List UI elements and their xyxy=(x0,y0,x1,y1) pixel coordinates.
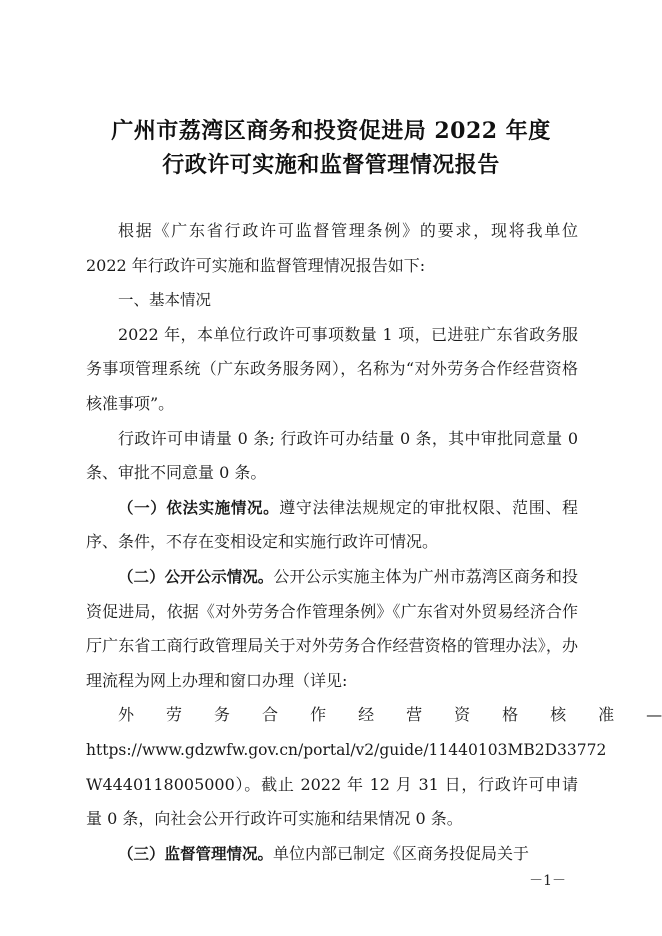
section-heading-text: 一、基本情况 xyxy=(118,291,212,310)
spread-char: 准 xyxy=(598,705,615,725)
spread-char: 外 xyxy=(118,705,135,725)
spread-char: 核 xyxy=(550,705,567,725)
intro-paragraph: 根据《广东省行政许可监督管理条例》的要求，现将我单位 2022 年行政许可实施和监督管理情况报告如下: xyxy=(86,221,578,275)
subsection-public-disclosure xyxy=(86,560,578,698)
subsection-text: 单位内部已制定《区商务投促局关于 xyxy=(273,843,530,863)
subsection-heading: （二）公开公示情况。 xyxy=(118,567,274,586)
subsection-text: 遵守法律法规规定的审批权限、范围、程序、条件，不存在变相设定和实施行政许可情况。 xyxy=(86,497,578,552)
subsection-heading: （三）监督管理情况。 xyxy=(118,844,274,863)
page-number: －1－ xyxy=(529,873,566,889)
spread-char: 合 xyxy=(262,705,279,725)
spread-char: 作 xyxy=(310,705,327,725)
spread-char: 格 xyxy=(502,705,519,725)
spread-char: 务 xyxy=(214,705,231,725)
report-title-line-1: 广州市荔湾区商务和投资促进局 2022 年度 xyxy=(111,118,551,144)
url-line xyxy=(86,733,607,768)
basic-paragraph-1: 2022 年，本单位行政许可事项数量 1 项，已进驻广东省政务服务事项管理系统（广东政务服务网），名称为“对外劳务合作经营资格核准事项”。 xyxy=(86,324,578,413)
subsection-supervision xyxy=(86,837,578,872)
subsection-heading: （一）依法实施情况。 xyxy=(118,498,280,517)
spread-line xyxy=(86,698,662,733)
basic-paragraph-2: 行政许可申请量 0 条; 行政许可办结量 0 条，其中审批同意量 0 条、审批不同意量 0 条。 xyxy=(86,428,578,483)
report-title-line-2: 行政许可实施和监督管理情况报告 xyxy=(162,152,500,178)
report-body xyxy=(86,214,662,871)
spread-char: — xyxy=(646,705,662,725)
spread-char: 营 xyxy=(406,705,423,725)
subsection-legal-implementation xyxy=(86,491,578,560)
spread-char: 经 xyxy=(358,705,375,725)
spread-char: 劳 xyxy=(166,705,183,725)
guide-url-link[interactable]: https://www.gdzwfw.gov.cn/portal/v2/guide/11440103MB2D33772 xyxy=(86,740,607,759)
spread-char: 资 xyxy=(454,705,471,725)
subsection-text: 公开公示实施主体为广州市荔湾区商务和投资促进局，依据《对外劳务合作管理条例》《广东省对外贸易经济合作厅广东省工商行政管理局关于对外劳务合作经营资格的管理办法》，办理流程为网上办理和窗口办理（详见: xyxy=(86,566,578,690)
section-heading-basic xyxy=(86,283,578,318)
disclosure-tail: W4440118005000）。截止 2022 年 12 月 31 日，行政许可申请量 0 条，向社会公开行政许可实施和结果情况 0 条。 xyxy=(86,774,578,829)
